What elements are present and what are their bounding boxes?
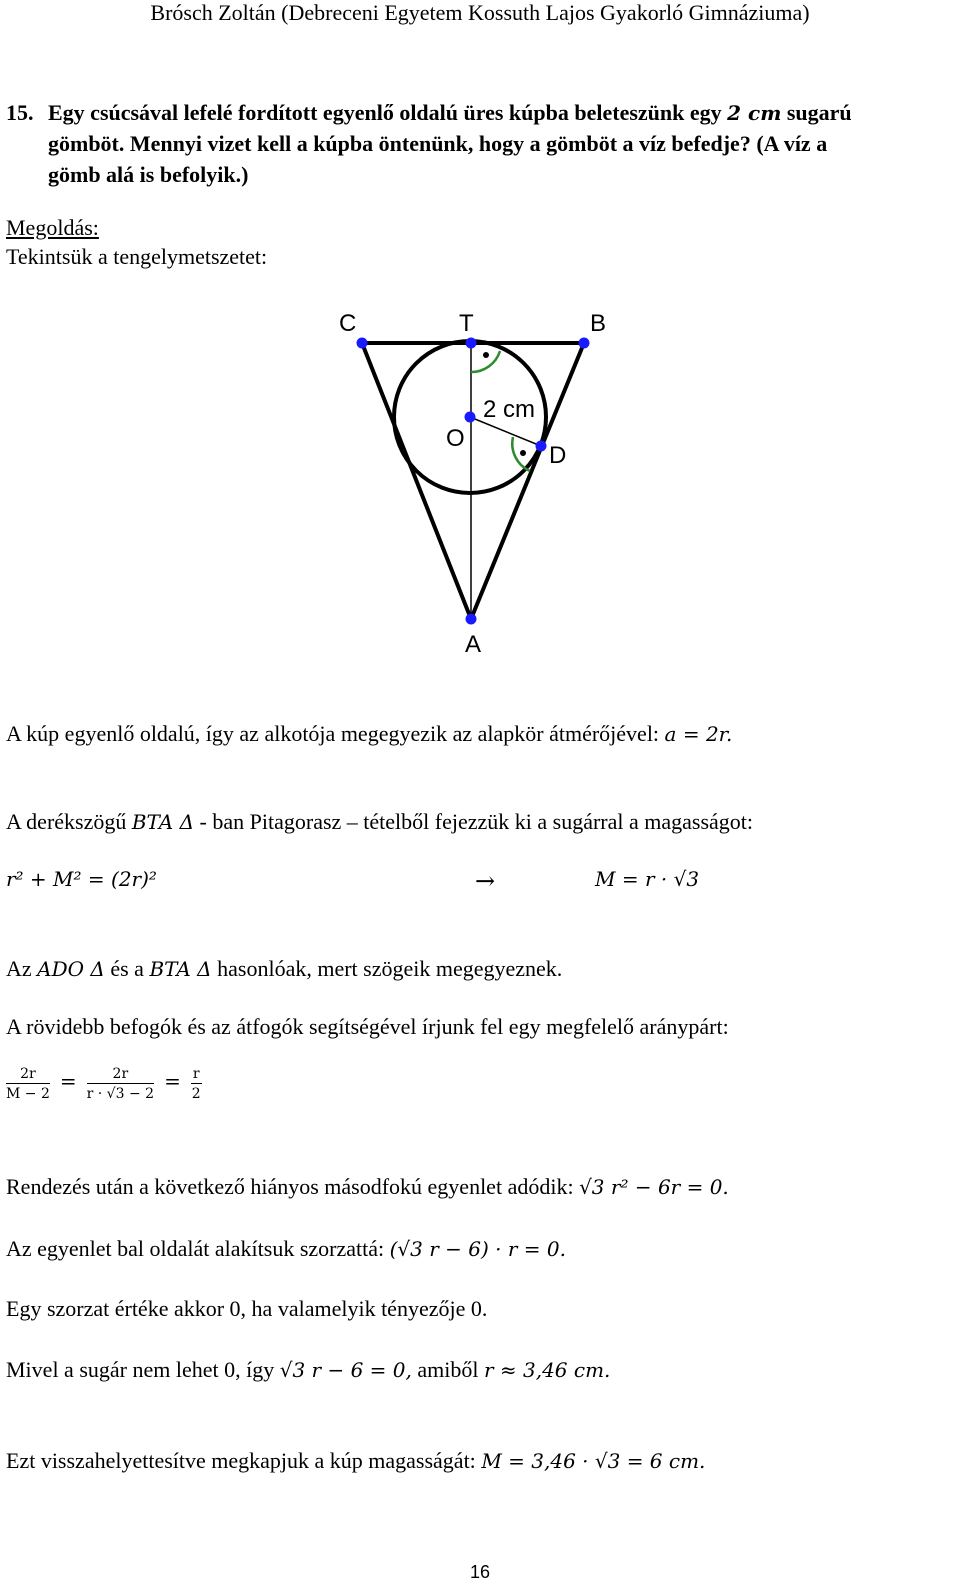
label-A: A (465, 631, 482, 658)
line-3-c: hasonlóak, mert szögeik megegyeznek. (217, 956, 563, 981)
fraction-1-numerator: 2r (6, 1066, 50, 1084)
line-8-b: amiből (417, 1357, 479, 1382)
fraction-2-numerator: 2r (87, 1066, 154, 1084)
label-D: D (549, 442, 567, 469)
line-9-math: M = 3,46 · √3 = 6 cm. (481, 1449, 706, 1473)
line-8 (6, 1357, 610, 1383)
cone-cross-section-diagram (0, 0, 960, 680)
line-3-a: Az (6, 956, 32, 981)
fraction-2 (87, 1066, 154, 1102)
arrow: → (475, 867, 496, 895)
problem-line-2: gömböt. Mennyi vizet kell a kúpba öntenünk, hogy a gömböt a víz befedje? (A víz a (48, 131, 828, 156)
fraction-1-denominator: M − 2 (6, 1086, 50, 1102)
equals-sign-2: = (164, 1068, 181, 1093)
line-7: Egy szorzat értéke akkor 0, ha valamelyik tényezője 0. (6, 1296, 488, 1321)
line-6-math: (√3 r − 6) · r = 0. (389, 1237, 567, 1261)
line-8-m2: r ≈ 3,46 cm. (483, 1358, 611, 1382)
line-8-m1: √3 r − 6 = 0, (279, 1358, 412, 1382)
label-radius: 2 cm (483, 396, 536, 423)
line-2 (6, 809, 753, 835)
line-3-m2: BTA Δ (149, 957, 212, 981)
equals-sign-1: = (59, 1068, 77, 1093)
fraction-3-denominator: 2 (191, 1086, 201, 1102)
line-5-text: Rendezés után a következő hiányos másodfokú egyenlet adódik: (6, 1174, 574, 1199)
line-5-math: √3 r² − 6r = 0. (579, 1175, 729, 1199)
problem-number: 15. (6, 100, 34, 125)
point-O (465, 412, 476, 423)
right-angle-dot-D (520, 450, 526, 456)
line-6 (6, 1236, 566, 1262)
line-1-text: A kúp egyenlő oldalú, így az alkotója megegyezik az alapkör átmérőjével: (6, 721, 660, 746)
page-header: Brósch Zoltán (Debreceni Egyetem Kossuth Lajos Gyakorló Gimnáziuma) (150, 0, 810, 25)
fraction-3 (191, 1066, 202, 1102)
fraction-3-numerator: r (192, 1066, 200, 1082)
line-5 (6, 1174, 729, 1200)
line-9-text: Ezt visszahelyettesítve megkapjuk a kúp magasságát: (6, 1448, 476, 1473)
line-8-a: Mivel a sugár nem lehet 0, így (6, 1357, 275, 1382)
equation-height: M = r · √3 (595, 867, 700, 891)
line-CA (362, 343, 471, 619)
line-2-b: - ban Pitagorasz – tételből fejezzük ki a sugárral a magasságot: (199, 809, 754, 834)
page-number: 16 (469, 1562, 491, 1582)
problem-line-1a: Egy csúcsával lefelé fordított egyenlő oldalú üres kúpba beleteszünk egy (48, 100, 722, 125)
line-4: A rövidebb befogók és az átfogók segítségével írjunk fel egy megfelelő aránypárt: (6, 1014, 729, 1039)
line-3-b: és a (110, 956, 144, 981)
problem-line-1b: sugarú (786, 100, 852, 125)
solution-heading: Megoldás: (6, 215, 99, 240)
proportion-equation (6, 1066, 202, 1102)
intro-text: Tekintsük a tengelymetszetet: (6, 244, 268, 269)
label-B: B (590, 310, 607, 337)
line-2-a: A derékszögű (6, 809, 127, 834)
problem-line-3: gömb alá is befolyik.) (48, 162, 249, 187)
line-1 (6, 721, 732, 747)
problem-radius: 2 cm (727, 101, 782, 125)
point-A (466, 614, 477, 625)
line-1-math: a = 2r. (664, 722, 733, 746)
fraction-2-denominator: r · √3 − 2 (86, 1086, 155, 1102)
line-BA (471, 343, 584, 619)
label-T: T (459, 310, 474, 337)
fraction-1 (6, 1066, 50, 1102)
line-6-text: Az egyenlet bal oldalát alakítsuk szorzattá: (6, 1236, 385, 1261)
point-T (466, 338, 477, 349)
point-B (579, 338, 590, 349)
line-3 (6, 956, 562, 982)
point-C (357, 338, 368, 349)
line-9 (6, 1448, 705, 1474)
line-2-math: BTA Δ (131, 810, 195, 834)
right-angle-dot-T (483, 352, 489, 358)
label-C: C (339, 310, 357, 337)
line-3-m1: ADO Δ (37, 957, 105, 981)
label-O: O (446, 425, 465, 452)
point-D (536, 441, 547, 452)
equation-pythagoras: r² + M² = (2r)² (6, 867, 157, 891)
